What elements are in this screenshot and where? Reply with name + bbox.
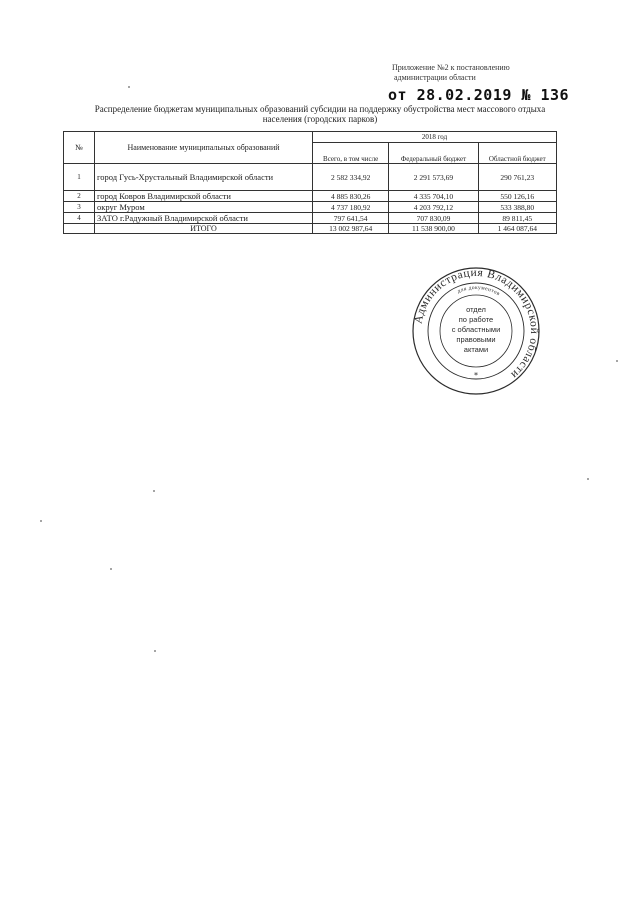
row-regional: 533 388,80	[478, 202, 556, 213]
row-municipality: округ Муром	[95, 202, 313, 213]
scan-speck	[153, 490, 155, 492]
total-regional: 1 464 087,64	[478, 224, 556, 234]
total-number-cell	[64, 224, 95, 234]
stamp-inner-text: для документов	[456, 284, 501, 298]
table-row	[64, 164, 557, 191]
row-total: 4 737 180,92	[313, 202, 389, 213]
stamp-star: *	[474, 371, 478, 380]
col-header-number: №	[64, 132, 95, 164]
annex-line-2: администрации области	[394, 73, 476, 82]
row-regional: 89 811,45	[478, 213, 556, 224]
scan-speck	[616, 360, 618, 362]
col-header-federal: Федеральный бюджет	[389, 143, 478, 164]
table-row	[64, 213, 557, 224]
total-sum: 13 002 987,64	[313, 224, 389, 234]
row-municipality: ЗАТО г.Радужный Владимирской области	[95, 213, 313, 224]
document-title	[60, 104, 580, 124]
row-number: 2	[64, 191, 95, 202]
row-municipality: город Ковров Владимирской области	[95, 191, 313, 202]
stamp-center-line-2: по работе	[458, 315, 494, 324]
stamp-center-line-1: отдел	[466, 305, 486, 314]
total-federal: 11 538 900,00	[389, 224, 478, 234]
row-total: 4 885 830,26	[313, 191, 389, 202]
scan-speck	[128, 86, 130, 88]
table-row	[64, 202, 557, 213]
annex-reference	[392, 63, 592, 83]
document-number: от 28.02.2019 № 136	[388, 86, 570, 104]
col-header-total: Всего, в том числе	[313, 143, 389, 164]
row-municipality: город Гусь-Хрустальный Владимирской области	[95, 164, 313, 191]
row-regional: 290 761,23	[478, 164, 556, 191]
row-number: 4	[64, 213, 95, 224]
title-line-1: Распределение бюджетам муниципальных образований субсидии на поддержку обустройства мест массового отдыха	[94, 104, 546, 114]
col-header-year: 2018 год	[313, 132, 557, 143]
stamp-outer-text: Администрация Владимирской области	[412, 266, 541, 382]
col-header-regional: Областной бюджет	[478, 143, 556, 164]
row-number: 1	[64, 164, 95, 191]
subsidy-table	[63, 131, 557, 234]
row-federal: 2 291 573,69	[389, 164, 478, 191]
row-total: 2 582 334,92	[313, 164, 389, 191]
row-number: 3	[64, 202, 95, 213]
row-total: 797 641,54	[313, 213, 389, 224]
stamp-center-line-3: с областными	[451, 325, 501, 334]
title-line-2: населения (городских парков)	[262, 114, 378, 124]
stamp-center-line-4: правовыми	[456, 335, 496, 344]
scan-speck	[587, 478, 589, 480]
official-stamp	[411, 266, 541, 396]
header-row	[64, 132, 557, 143]
row-federal: 4 335 704,10	[389, 191, 478, 202]
scan-speck	[154, 650, 156, 652]
row-federal: 4 203 792,12	[389, 202, 478, 213]
row-federal: 707 830,09	[389, 213, 478, 224]
scan-speck	[40, 520, 42, 522]
scan-speck	[110, 568, 112, 570]
col-header-name: Наименование муниципальных образований	[95, 132, 313, 164]
annex-line-1: Приложение №2 к постановлению	[392, 63, 510, 72]
row-regional: 550 126,16	[478, 191, 556, 202]
table-row	[64, 191, 557, 202]
stamp-center-line-5: актами	[463, 345, 489, 354]
total-row	[64, 224, 557, 234]
total-label: ИТОГО	[95, 224, 313, 234]
